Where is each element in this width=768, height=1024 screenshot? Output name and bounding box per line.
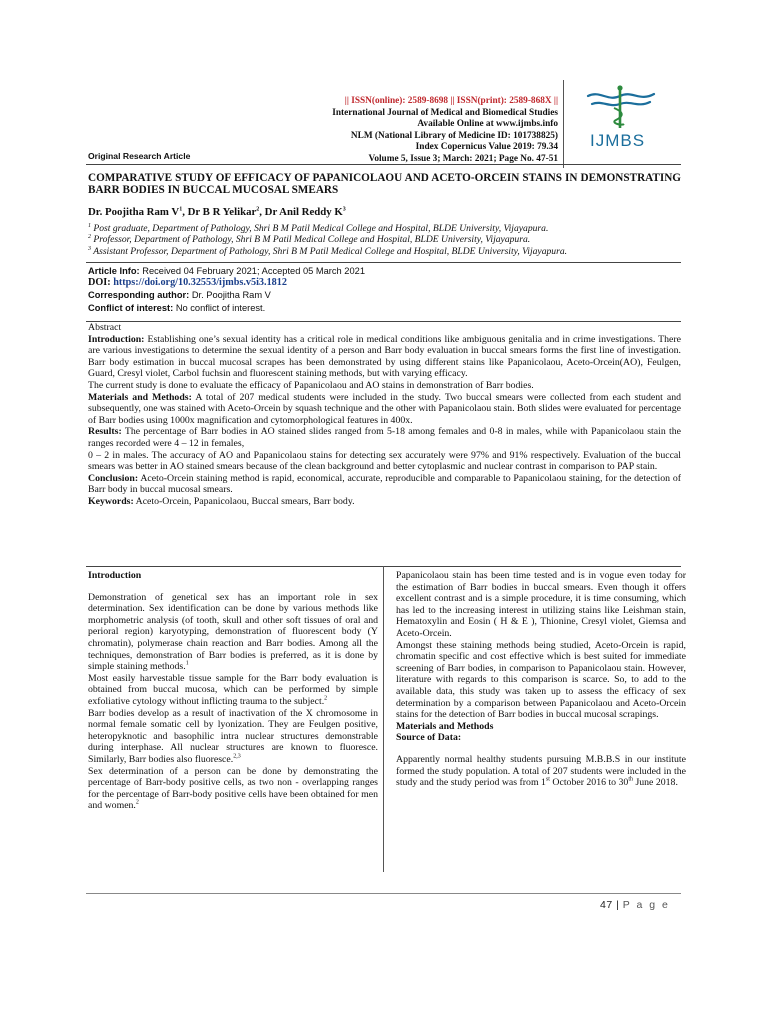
article-type: Original Research Article bbox=[88, 151, 191, 161]
intro-paragraph-4: Sex determination of a person can be done by demonstrating the percentage of Barr-body positive cells, as two non - overlapping ranges for the percentage of Barr-body positive cells have been obtained for men and women.$^2$ bbox=[88, 765, 378, 812]
author-2: , Dr B R Yelikar bbox=[182, 206, 257, 218]
affiliation-3: $^3$ Assistant Professor, Department of Pathology, Shri B M Patil Medical College and Hospital, BLDE University, Vijayapura. bbox=[88, 245, 568, 257]
introduction-heading: Introduction bbox=[88, 570, 142, 581]
journal-online: Available Online at www.ijmbs.info bbox=[417, 119, 558, 130]
right-paragraph-2: Amongst these staining methods being studied, Aceto-Orcein is rapid, chromatin specific and cost effective which is best suited for immediate screening of Barr bodies, in comparison to Papanicolaou stain. However, literature with regards to this comparison is scarce. So, to add to the available data, this study was taken up to assess the efficacy of sex determination by a comparison between Papanicolaou and Aceto-Orcein stains for the detection of Barr bodies in buccal mucosal scrapings. bbox=[396, 639, 686, 721]
abstract-keywords: Keywords: Aceto-Orcein, Papanicolaou, Buccal smears, Barr body. bbox=[88, 495, 355, 507]
methods-heading: Materials and Methods bbox=[396, 720, 494, 732]
header-rule bbox=[86, 164, 681, 165]
article-dates: Article Info: Received 04 February 2021; Accepted 05 March 2021 bbox=[88, 266, 365, 276]
affiliation-1: $^1$ Post graduate, Department of Pathology, Shri B M Patil Medical College and Hospital, BLDE University, Vijayapura. bbox=[88, 222, 549, 234]
source-of-data-heading: Source of Data: bbox=[396, 732, 462, 744]
logo-text: IJMBS bbox=[590, 131, 646, 150]
abstract bbox=[88, 322, 681, 508]
right-paragraph-1: Papanicolaou stain has been time tested and is in vogue even today for the estimation of Barr bodies in buccal smears. Even though it offers excellent contrast and is a simple procedure, it is time consuming, which has led to the increasing interest in utilizing stains like Leishman stain, Hematoxylin and Eosin ( H & E ), Thionine, Cresyl violet, Giemsa and Aceto-Orcein. bbox=[396, 570, 686, 639]
nlm-id: NLM (National Library of Medicine ID: 101738825) bbox=[350, 130, 558, 141]
right-column bbox=[396, 570, 686, 789]
source-paragraph: Apparently normal healthy students pursuing M.B.B.S in our institute formed the study population. A total of 207 students were included in the study and the study period was from 1st October 2016 to 30th June 2018. bbox=[396, 753, 686, 789]
conflict-of-interest: Conflict of interest: No conflict of interest. bbox=[88, 302, 266, 313]
abstract-conclusion: Conclusion: Aceto-Orcein staining method is rapid, economical, accurate, reproducible and comparable to Papanicolaou staining, for the detection of Barr body in buccal mucosal smears. bbox=[88, 472, 681, 496]
issn-line: || ISSN(online): 2589-8698 || ISSN(print): 2589-868X || bbox=[344, 96, 558, 106]
abstract-methods: Materials and Methods: A total of 207 medical students were included in the study. Two buccal smears were collected from each student and subsequently, one was stained with Aceto-Orcein by squash technique and the other with Papanicolaou stain. Both slides were evaluated for percentage of Barr bodies using 1000x magnification and cytomorphological features in 400x. bbox=[88, 391, 681, 426]
page-number: 47 | P a g e bbox=[600, 899, 670, 911]
abstract-introduction: Introduction: Establishing one’s sexual identity has a critical role in medical conditions like ambiguous genitalia and in crime investigations. There are various investigations to determine the sexual identity of a person and Barr body evaluation in buccal smears forms the first line of investigation. Barr body estimation in buccal mucosal scrapes has been demonstrated by using different stains like Papanicolaou, Aceto-Orcein(AO), Feulgen, Guard, Cresyl violet, Carbol fuchsin and fluorescent staining methods, but with varying efficacy. bbox=[88, 333, 681, 380]
doi-link[interactable]: https://doi.org/10.32553/ijmbs.v5i3.1812 bbox=[113, 277, 287, 289]
copernicus-value: Index Copernicus Value 2019: 79.34 bbox=[415, 142, 558, 153]
corresponding-author: Corresponding author: Dr. Poojitha Ram V bbox=[88, 290, 271, 301]
author-1: Dr. Poojitha Ram V bbox=[88, 206, 180, 218]
left-column bbox=[88, 570, 378, 812]
volume-info: Volume 5, Issue 3; March: 2021; Page No. 47-51 bbox=[368, 153, 558, 164]
intro-paragraph-2: Most easily harvestable tissue sample for the Barr body evaluation is obtained from buccal mucosa, which can be performed by simple exfoliative cytology without inflicting trauma to the subject.$^2$ bbox=[88, 672, 378, 707]
paper-title: COMPARATIVE STUDY OF EFFICACY OF PAPANICOLAOU AND ACETO-ORCEIN STAINS IN DEMONSTRATING BARR BODIES IN BUCCAL MUCOSAL SMEARS bbox=[88, 172, 681, 196]
intro-paragraph-3: Barr bodies develop as a result of inactivation of the X chromosome in normal female somatic cell by lyonization. They are Feulgen positive, heteropyknotic and basophilic intra nuclear structures demonstrable during interphase. All nuclear structures are known to fluoresce. Similarly, Barr bodies also fluoresce.$^{2,3}$ bbox=[88, 707, 378, 765]
journal-name: International Journal of Medical and Biomedical Studies bbox=[332, 107, 558, 118]
author-3: , Dr Anil Reddy K bbox=[259, 206, 343, 218]
article-info bbox=[88, 265, 681, 314]
intro-paragraph-1: Demonstration of genetical sex has an important role in sex determination. Sex identification can be done by various methods like morphometric analysis (of tooth, skull and other soft tissues of oral and perioral region) karyotyping, demonstration of fluorescent body (Y chromatin), polymerase chain reaction and Barr bodies. Among all the techniques, demonstration of Barr bodies is preferred, as it is done by simple staining methods.$^1$ bbox=[88, 591, 378, 673]
header-divider bbox=[563, 80, 564, 168]
doi-line: DOI: https://doi.org/10.32553/ijmbs.v5i3.1812 bbox=[88, 277, 287, 289]
authors-line: Dr. Poojitha Ram $V^1$, Dr B R Yelikar$^2$, Dr Anil Reddy $K^3$ bbox=[88, 206, 346, 218]
abstract-introduction-2: The current study is done to evaluate the efficacy of Papanicolaou and AO stains in demonstration of Barr bodies. bbox=[88, 379, 534, 391]
affiliation-2: $^2$ Professor, Department of Pathology, Shri B M Patil Medical College and Hospital, BLDE University, Vijayapura. bbox=[88, 234, 531, 246]
affiliations bbox=[88, 223, 688, 257]
abstract-heading: Abstract bbox=[88, 322, 122, 333]
affiliation-rule bbox=[86, 262, 681, 263]
abstract-results: Results: The percentage of Barr bodies in AO stained slides ranged from 5-18 among females and 0-8 in males, while with Papanicolaou stain the ranges recorded were 4 – 12 in females, bbox=[88, 426, 681, 449]
journal-header bbox=[290, 96, 558, 166]
abstract-results-2: 0 – 2 in males. The accuracy of AO and Papanicolaou stains for detecting sex accurately were 97% and 91% respectively. Evaluation of the buccal smears was better in AO stained smears because of the clean background and better cytoplasmic and nuclear contrast in comparison to PAP stain. bbox=[88, 449, 681, 473]
footer-rule bbox=[86, 893, 681, 894]
